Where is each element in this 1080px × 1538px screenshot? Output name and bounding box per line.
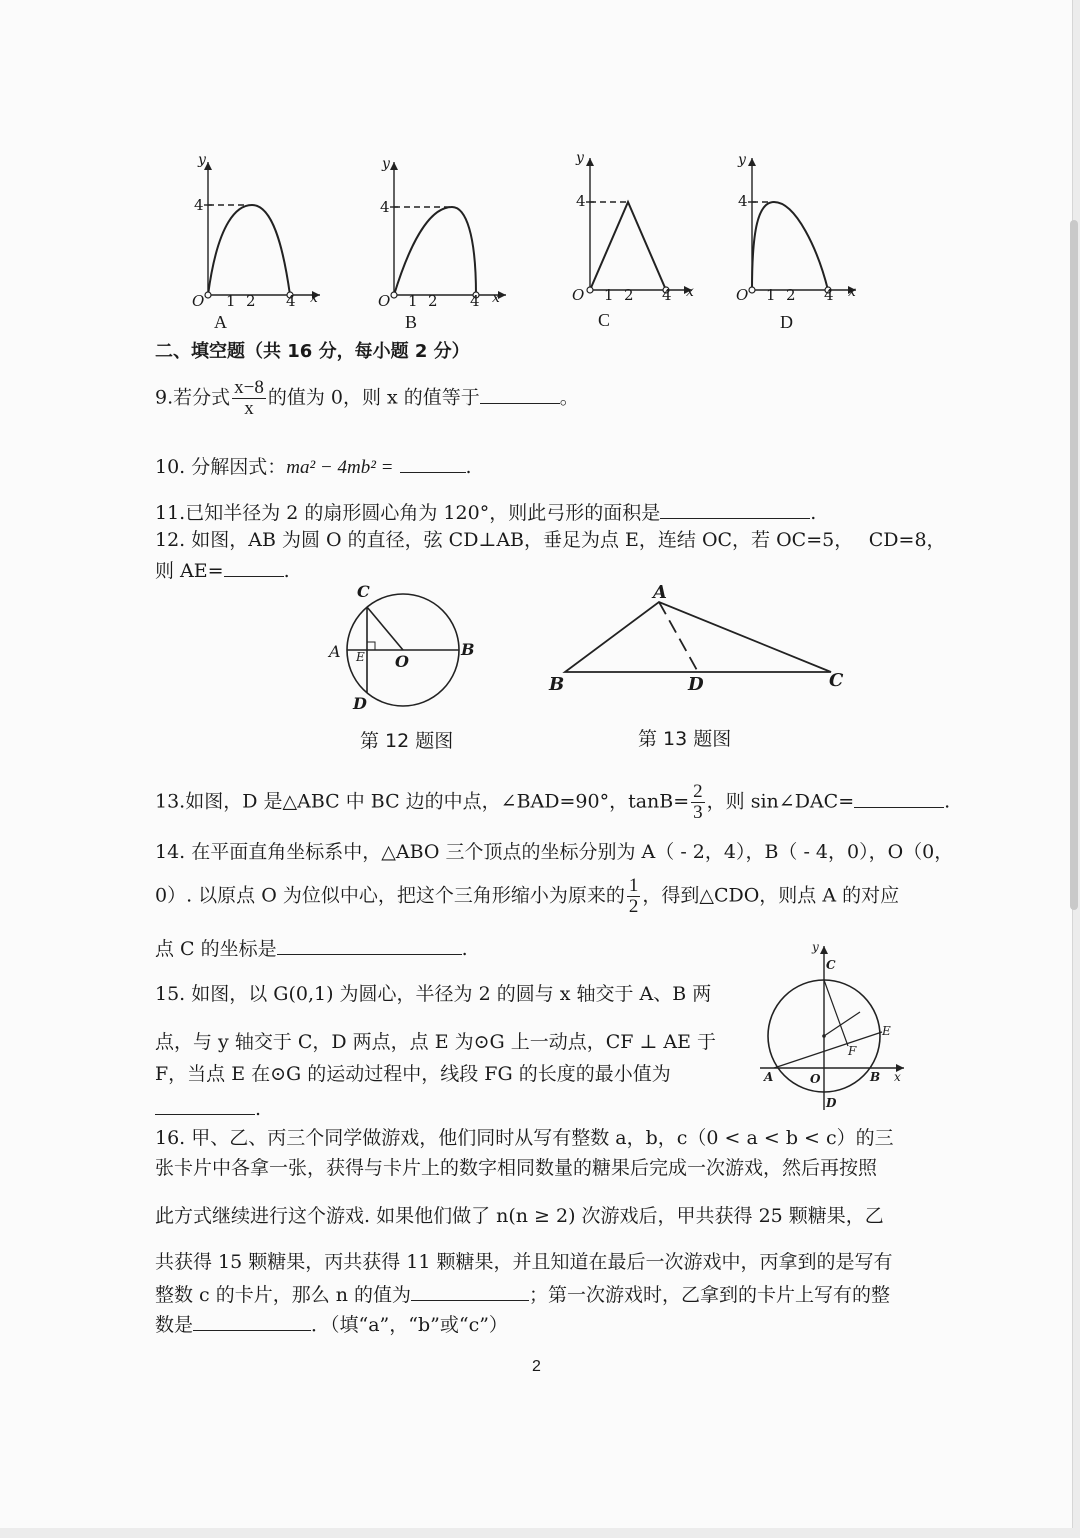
question-15-line-4 [155, 1096, 261, 1121]
q9-fraction [232, 378, 266, 419]
q13-text-c: . [944, 790, 951, 813]
q16-answer-blank-card[interactable] [193, 1312, 311, 1331]
section-title: 二、填空题（共 16 分，每小题 2 分） [155, 341, 470, 362]
q10-answer-blank[interactable] [400, 454, 466, 473]
graph-c-tick-2: 2 [624, 286, 634, 304]
q10-text-a: 10. 分解因式： [155, 456, 287, 478]
figure-12 [325, 582, 485, 722]
scrollbar[interactable] [1070, 220, 1078, 910]
graph-d-tick-2: 2 [786, 286, 796, 304]
graph-d-origin: O [736, 286, 749, 304]
fig13-label-c: C [829, 670, 844, 691]
question-16-line-4: 共获得 15 颗糖果，丙共获得 11 颗糖果，并且知道在最后一次游戏中，丙拿到的是写有 [155, 1251, 893, 1273]
fig13-label-d: D [688, 674, 704, 695]
question-12-line-2 [155, 558, 290, 583]
graph-a-label: A [214, 312, 227, 332]
fig15-label-c: C [826, 958, 836, 972]
graph-c-label: C [598, 310, 611, 330]
graph-c-x-label: x [686, 284, 694, 300]
graph-a-tick-4x: 4 [286, 292, 296, 310]
graph-a-tick-1: 1 [226, 292, 236, 310]
graph-d-tick-1: 1 [766, 286, 776, 304]
graph-d-x-label: x [848, 284, 856, 300]
q15-text-c: . [255, 1098, 262, 1120]
figure-13-caption: 第 13 题图 [638, 728, 732, 750]
figure-13 [545, 582, 855, 702]
graph-b-svg [366, 150, 546, 350]
question-16-line-1: 16. 甲、乙、丙三个同学做游戏，他们同时从写有整数 a，b，c（0 < a < b < c）的三 [155, 1127, 894, 1149]
q9-denominator: x [244, 398, 254, 419]
q14-text-c: 点 C 的坐标是 [155, 938, 277, 960]
q10-text-c: . [465, 456, 472, 478]
question-9 [155, 378, 579, 419]
graph-a [180, 150, 360, 350]
fig13-label-a: A [653, 582, 667, 603]
q11-text-a: 11.已知半径为 2 的扇形圆心角为 120°，则此弓形的面积是 [155, 502, 661, 524]
fig13-label-b: B [549, 674, 565, 695]
q9-text-c: 。 [559, 386, 579, 409]
graph-b [366, 150, 546, 350]
graph-b-tick-1: 1 [408, 292, 418, 310]
graph-d-tick-4x: 4 [824, 286, 834, 304]
q13-text-b: ，则 sin∠DAC= [706, 790, 855, 813]
q15-answer-blank[interactable] [155, 1096, 255, 1115]
q16-text-6b: ．（填“a”，“b”或“c”） [311, 1314, 508, 1336]
q16-text-6a: 数是 [155, 1314, 194, 1336]
graph-c-tick-4x: 4 [662, 286, 672, 304]
fig15-label-y: y [812, 940, 819, 954]
figure-12-caption: 第 12 题图 [360, 730, 454, 752]
fig12-label-e: E [356, 650, 365, 664]
page-number: 2 [532, 1358, 541, 1375]
q16-answer-blank-n[interactable] [411, 1282, 529, 1301]
graph-c-tick-1: 1 [604, 286, 614, 304]
graph-b-tick-4x: 4 [470, 292, 480, 310]
graph-a-origin: O [192, 292, 205, 310]
fig12-label-b: B [461, 640, 475, 659]
q16-text-5b: ；第一次游戏时，乙拿到的卡片上写有的整 [529, 1284, 891, 1306]
q12-answer-blank[interactable] [224, 558, 284, 577]
graph-d-y-label: y [738, 152, 746, 168]
fig15-label-d: D [826, 1096, 837, 1110]
question-14-line-3 [155, 936, 468, 961]
q11-text-c: . [810, 502, 817, 524]
fig15-label-f: F [848, 1044, 857, 1058]
fig15-label-o: O [810, 1072, 821, 1086]
question-10 [155, 454, 472, 480]
question-14-line-1: 14. 在平面直角坐标系中，△ABO 三个顶点的坐标分别为 A（ - 2，4），B（ - 4，0），O（0， [155, 841, 954, 863]
graph-b-x-label: x [492, 290, 500, 306]
question-16-line-3: 此方式继续进行这个游戏. 如果他们做了 n(n ≥ 2) 次游戏后，甲共获得 25 颗糖果，乙 [155, 1205, 884, 1227]
q14-denominator: 2 [628, 896, 639, 917]
question-12-line-1: 12. 如图，AB 为圆 O 的直径，弦 CD⊥AB，垂足为点 E，连结 OC，若 OC=5， CD=8， [155, 529, 946, 551]
graph-b-tick-4y: 4 [380, 198, 390, 216]
fig12-label-c: C [357, 582, 370, 601]
graph-a-tick-2: 2 [246, 292, 256, 310]
graph-c-origin: O [572, 286, 585, 304]
fig15-label-a: A [764, 1070, 774, 1084]
question-13 [155, 782, 950, 823]
graph-a-tick-4y: 4 [194, 196, 204, 214]
graph-a-x-label: x [310, 290, 318, 306]
graph-a-svg [180, 150, 360, 350]
graph-b-y-label: y [382, 156, 390, 172]
q14-answer-blank[interactable] [277, 936, 462, 955]
q14-fraction [627, 876, 641, 917]
question-16-line-2: 张卡片中各拿一张，获得与卡片上的数字相同数量的糖果后完成一次游戏，然后再按照 [155, 1157, 878, 1179]
question-14-line-2 [155, 876, 899, 917]
graph-b-label: B [405, 312, 418, 332]
graph-d [726, 150, 906, 350]
graph-d-svg [726, 150, 906, 350]
figure-15 [752, 940, 912, 1120]
fig15-label-e: E [882, 1024, 891, 1038]
q14-text-b: ，得到△CDO，则点 A 的对应 [642, 884, 900, 907]
q9-numerator: x−8 [234, 377, 264, 398]
q14-numerator: 1 [628, 875, 639, 896]
q9-text-a: 9.若分式 [155, 386, 231, 409]
graph-d-label: D [780, 312, 793, 332]
fig12-label-a: A [329, 642, 341, 661]
graph-c-svg [562, 150, 742, 350]
question-15-line-1: 15. 如图，以 G(0,1) 为圆心，半径为 2 的圆与 x 轴交于 A、B 两 [155, 983, 712, 1005]
graph-b-tick-2: 2 [428, 292, 438, 310]
fig12-label-o: O [395, 652, 409, 671]
graph-d-tick-4y: 4 [738, 192, 748, 210]
q16-text-5a: 整数 c 的卡片，那么 n 的值为 [155, 1284, 412, 1306]
q13-answer-blank[interactable] [854, 789, 944, 808]
q11-answer-blank[interactable] [660, 500, 810, 519]
fig15-label-b: B [870, 1070, 881, 1084]
question-16-line-5 [155, 1282, 890, 1307]
q12-text-a: 则 AE= [155, 560, 224, 582]
question-11 [155, 500, 816, 525]
q14-text-d: . [461, 938, 468, 960]
graph-a-y-label: y [198, 152, 206, 168]
q13-text-a: 13.如图，D 是△ABC 中 BC 边的中点，∠BAD=90°，tanB= [155, 790, 690, 813]
q13-denominator: 3 [693, 802, 703, 823]
question-16-line-6 [155, 1312, 508, 1337]
q13-fraction [691, 782, 705, 823]
graph-c-y-label: y [576, 150, 584, 166]
question-15-line-2: 点，与 y 轴交于 C，D 两点，点 E 为⊙G 上一动点，CF ⊥ AE 于 [155, 1031, 717, 1053]
q12-text-c: . [283, 560, 290, 582]
fig15-label-x: x [894, 1070, 901, 1084]
question-15-line-3: F，当点 E 在⊙G 的运动过程中，线段 FG 的长度的最小值为 [155, 1063, 671, 1085]
q14-text-a: 0）. 以原点 O 为位似中心，把这个三角形缩小为原来的 [155, 884, 625, 907]
graph-c-tick-4y: 4 [576, 192, 586, 210]
fig12-label-d: D [353, 694, 367, 713]
graph-c [562, 150, 742, 350]
q13-numerator: 2 [693, 781, 703, 802]
graph-b-origin: O [378, 292, 391, 310]
q10-expression: ma² − 4mb² = [286, 457, 394, 478]
q9-text-b: 的值为 0，则 x 的值等于 [267, 386, 480, 409]
q9-answer-blank[interactable] [480, 385, 560, 404]
